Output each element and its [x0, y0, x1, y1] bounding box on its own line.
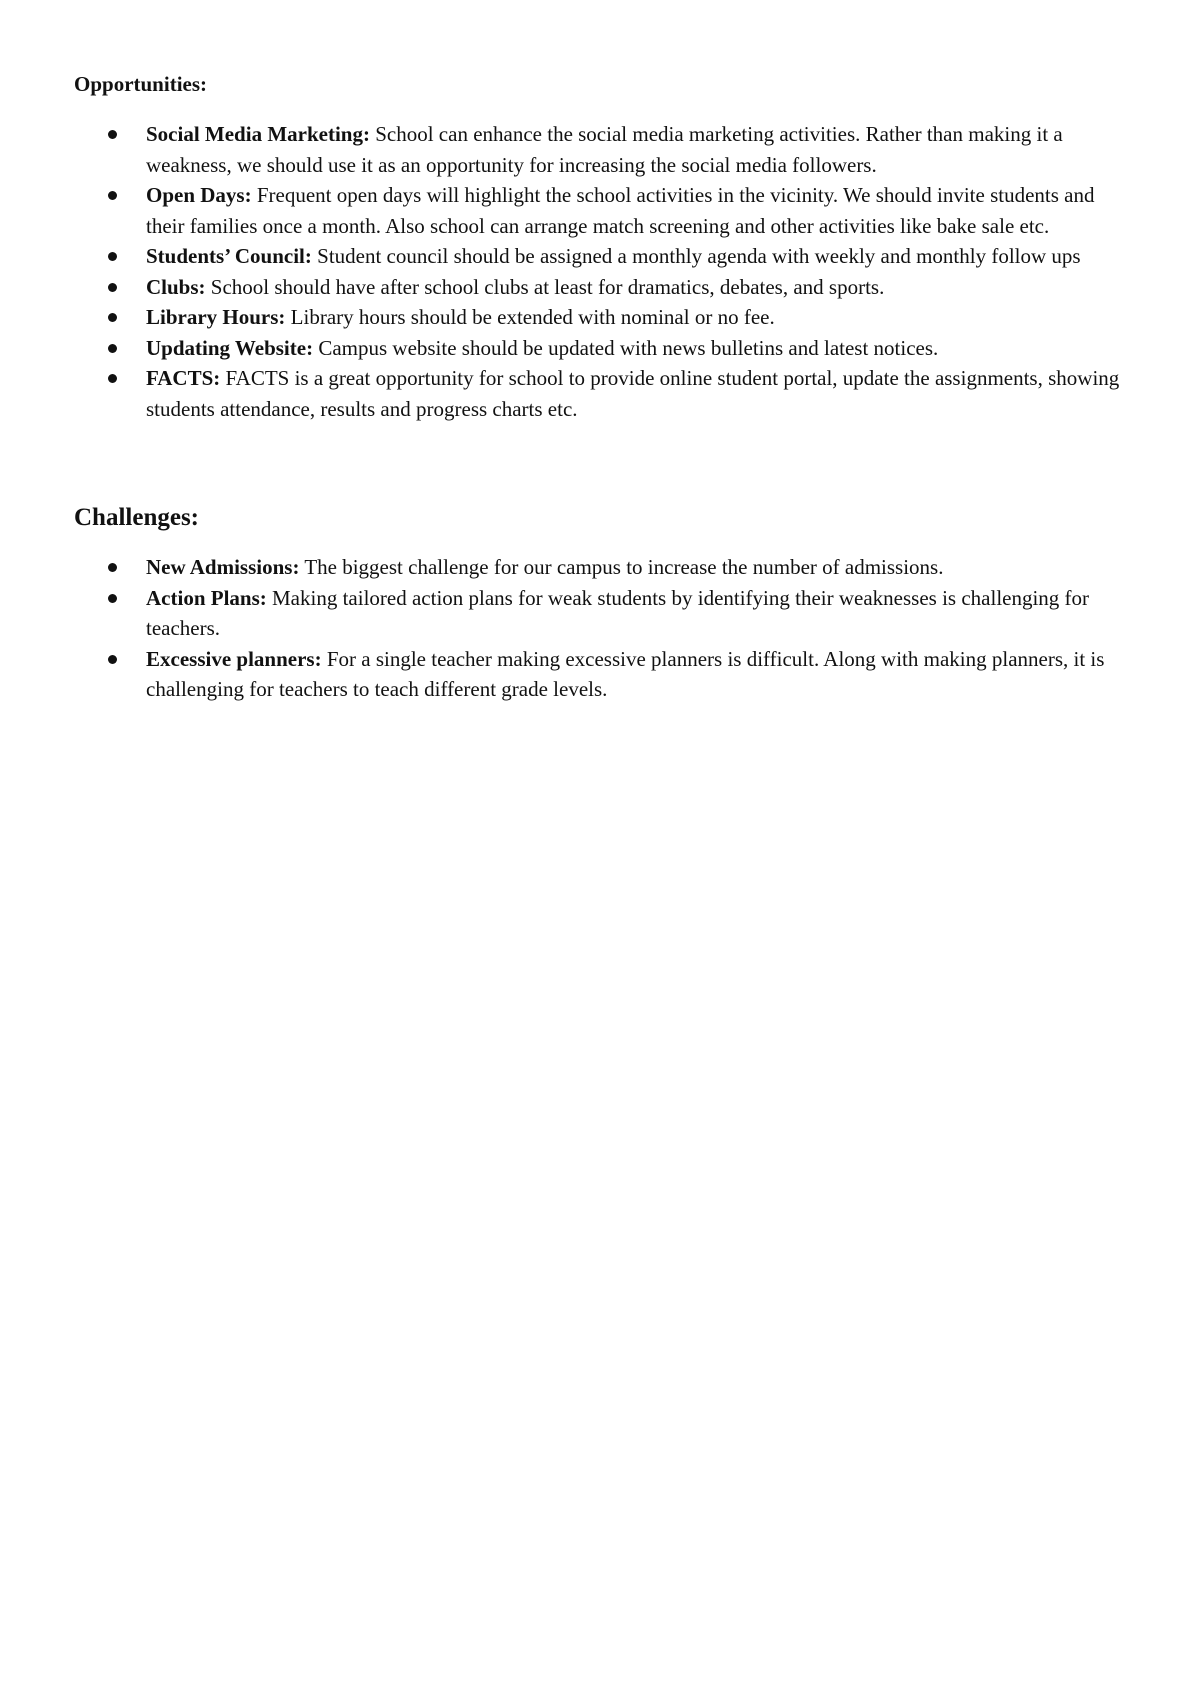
bullet-icon — [108, 594, 117, 603]
item-text: School should have after school clubs at least for dramatics, debates, and sports. — [205, 274, 885, 299]
item-label: Social Media Marketing: — [146, 122, 370, 146]
item-label: Open Days: — [146, 183, 252, 207]
list-item — [0, 119, 1130, 180]
item-text: Frequent open days will highlight the school activities in the vicinity. We should invite students and their families once a month. Also school can arrange match screening and other activities like bake sale etc. — [146, 183, 1095, 238]
list-item — [0, 241, 1130, 272]
bullet-icon — [108, 191, 117, 200]
item-text: Campus website should be updated with news bulletins and latest notices. — [313, 335, 939, 360]
bullet-icon — [108, 130, 117, 139]
item-text: FACTS is a great opportunity for school to provide online student portal, update the assignments, showing students attendance, results and progress charts etc. — [146, 366, 1120, 421]
item-text: Making tailored action plans for weak students by identifying their weaknesses is challenging for teachers. — [146, 585, 1090, 640]
item-label: Action Plans: — [146, 585, 267, 610]
item-label: Clubs: — [146, 274, 206, 299]
bullet-icon — [108, 344, 117, 353]
list-item — [0, 552, 1130, 583]
item-label: FACTS: — [146, 366, 221, 390]
item-text: Student council should be assigned a monthly agenda with weekly and monthly follow ups — [311, 244, 1081, 268]
challenges-heading: Challenges: — [74, 504, 199, 531]
item-label: New Admissions: — [146, 555, 300, 579]
list-item — [0, 583, 1130, 644]
list-item — [0, 272, 1130, 303]
opportunities-heading: Opportunities: — [74, 72, 208, 96]
bullet-icon — [108, 283, 117, 292]
item-text: For a single teacher making excessive planners is difficult. Along with making planners, it is challenging for teachers to teach different grade levels. — [146, 646, 1105, 701]
bullet-icon — [108, 563, 117, 572]
list-item — [0, 333, 1130, 364]
opportunities-list — [0, 119, 1200, 424]
list-item — [0, 363, 1130, 424]
item-label: Excessive planners: — [146, 646, 322, 671]
bullet-icon — [108, 252, 117, 261]
challenges-list — [0, 552, 1200, 705]
bullet-icon — [108, 313, 117, 322]
item-text: Library hours should be extended with nominal or no fee. — [285, 305, 775, 329]
list-item — [0, 180, 1130, 241]
item-label: Library Hours: — [146, 305, 286, 329]
item-text: School can enhance the social media marketing activities. Rather than making it a weakness, we should use it as an opportunity for increasing the social media followers. — [146, 122, 1063, 177]
item-text: The biggest challenge for our campus to increase the number of admissions. — [299, 555, 944, 579]
bullet-icon — [108, 374, 117, 383]
item-label: Students’ Council: — [146, 244, 312, 268]
item-label: Updating Website: — [146, 335, 314, 360]
list-item — [0, 644, 1130, 705]
list-item — [0, 302, 1130, 333]
bullet-icon — [108, 655, 117, 664]
